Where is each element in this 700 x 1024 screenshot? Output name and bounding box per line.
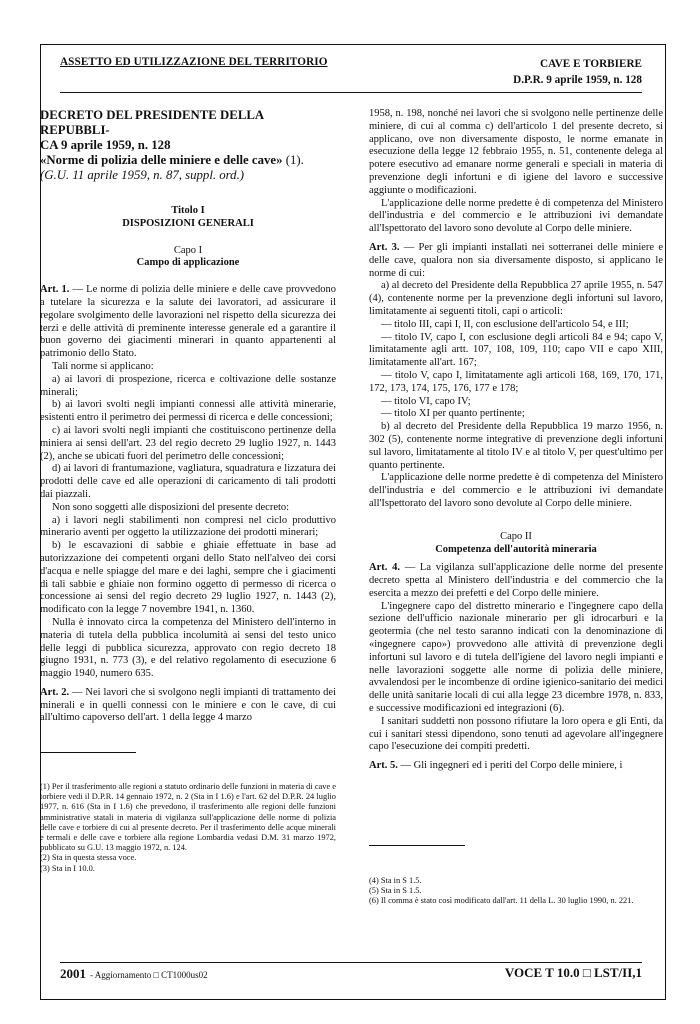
footnotes-left <box>40 782 336 874</box>
article-4: Art. 4. — La vigilanza sull'applicazione delle norme del presente decreto spetta al Ministero dell'industria e del commercio che la esercita a mezzo dei prefetti e del Corpo delle miniere. <box>369 562 663 599</box>
paragraph: d) ai lavori di frantumazione, vagliatura, squadratura e lizzatura dei prodotti delle cave ed alle operazioni di caricamento di tali prodotti dai piazzali. <box>40 463 336 500</box>
paragraph: — titolo XI per quanto pertinente; <box>381 408 525 420</box>
voce-code: VOCE T 10.0 □ LST/II,1 <box>504 965 642 980</box>
paragraph: L'ingegnere capo del distretto minerario e l'ingegnere capo della sezione dell'ufficio nazionale minerario per gli idrocarburi e la geotermia (che nel testo saranno indicati con la denominazione di «ingegnere capo») provvedono alle attività di prevenzione degli infortuni sul lavoro e di tutela dell'igiene del lavoro negli impianti e nelle lavorazioni soggette alle norme di polizia delle miniere, avvalendosi per le incombenze di ordine igienico-sanitario dei medici delle unità sanitarie locali di cui alla legge 23 dicembre 1978, n. 833, e successive modificazioni ed integrazioni (6). <box>369 600 663 715</box>
paragraph: L'applicazione delle norme predette è di competenza del Ministero dell'industria e del commercio e le attribuzioni ivi demandate all'Ispettorato del lavoro sono devolute al Corpo delle miniere. <box>369 197 663 235</box>
article-1: Art. 1. — Le norme di polizia delle miniere e delle cave provvedono a tutelare la sicurezza e la salute dei lavoratori, ad assicurare il regolare svolgimento delle lavorazioni nel rispetto della sicurezza dei terzi e delle attività di preminente interesse generale ed a garantire il buon governo dei giacimenti minerari in quanto appartenenti al patrimonio dello Stato. <box>40 284 336 360</box>
paragraph: a) ai lavori di prospezione, ricerca e coltivazione delle sostanze minerali; <box>40 373 336 398</box>
decree-title-line2: CA 9 aprile 1959, n. 128 <box>40 138 171 152</box>
capo-title: Campo di applicazione <box>136 257 240 269</box>
header-topic: CAVE E TORBIERE <box>540 58 642 70</box>
paragraph: c) ai lavori svolti negli impianti che costituiscono pertinenze della miniera ai sensi dell'art. 23 del regio decreto 29 luglio 1927, n. 1443 (2), anche se ubicati fuori del perimetro delle concessioni; <box>40 424 336 462</box>
paragraph: — titolo VI, capo IV; <box>381 395 471 407</box>
paragraph: b) le escavazioni di sabbie e ghiaie effettuate in base ad autorizzazione dei competenti organi dello Stato nell'alveo dei corsi d'acqua e nelle spiagge del mare e dei laghi, sempre che i giacimenti di tali sabbie e ghiaie non formino oggetto di permesso di ricerca o concessione ai sensi del regio decreto 29 luglio 1927, n. 1443 (2), modificato con la legge 7 novembre 1941, n. 1360. <box>40 540 336 616</box>
footnote-4: (4) Sta in S 1.5. <box>369 876 422 885</box>
decree-title-line1: DECRETO DEL PRESIDENTE DELLA REPUBBLI- <box>40 108 264 137</box>
update-code: - Aggiornamento □ CT1000us02 <box>90 970 208 980</box>
decree-subtitle: «Norme di polizia delle miniere e delle cave» (1). <box>40 153 304 167</box>
footnote-3: (3) Sta in I 10.0. <box>40 863 95 873</box>
article-5: Art. 5. — Gli ingegneri ed i periti del Corpo delle miniere, i <box>369 760 623 772</box>
paragraph: Tali norme si applicano: <box>52 360 154 372</box>
footnote-ref-1: (1). <box>285 153 304 167</box>
header-doc-ref <box>513 56 642 88</box>
paragraph: Nulla è innovato circa la competenza del Ministero dell'interno in materia di tutela della pubblica incolumità ai sensi del testo unico delle leggi di pubblica sicurezza, approvato con regio decreto 18 giugno 1931, n. 773 (3), e del relativo regolamento di esecuzione 6 maggio 1940, numero 635. <box>40 616 336 680</box>
page-number: 2001 <box>60 966 86 981</box>
footnote-1: (1) Per il trasferimento alle regioni a statuto ordinario delle funzioni in materia di cave e torbiere vedi il D.P.R. 14 gennaio 1972, n. 2 (Sta in I 1.6) e l'art. 62 del D.P.R. 24 luglio 1977, n. 616 (Sta in I 1.6) che prevedono, il trasferimento alle regioni delle funzioni amministrative statali in materia di vigilanza sull'applicazione delle norme di polizia delle cave e torbiere di cui al presente decreto. Per il trasferimento delle acque minerali e termali e delle cave e torbiere alla regione Lombardia vedasi D.M. 31 marzo 1972, pubblicato su G.U. 13 maggio 1972, n. 124. <box>40 782 336 853</box>
paragraph: Non sono soggetti alle disposizioni del presente decreto: <box>52 501 290 513</box>
article-3: Art. 3. — Per gli impianti installati nei sotterranei delle miniere e delle cave, qualora non sia diversamente disposto, si applicano le norme di cui: <box>369 241 663 279</box>
footnotes-right <box>369 876 663 907</box>
gazette-reference: (G.U. 11 aprile 1959, n. 87, suppl. ord.) <box>40 168 245 182</box>
titolo-heading: Titolo I <box>171 205 205 216</box>
titolo-name: DISPOSIZIONI GENERALI <box>122 217 254 229</box>
paragraph: b) ai lavori svolti negli impianti connessi alle attività minerarie, esistenti entro il perimetro dei permessi di ricerca e delle concessioni; <box>40 399 336 424</box>
left-column <box>40 108 336 725</box>
footnote-rule-left <box>40 752 136 753</box>
article-2: Art. 2. — Nei lavori che si svolgono negli impianti di trattamento dei minerali e in quelli connessi con le miniere e con le cave, di cui all'ultimo capoverso dell'art. 1 della legge 4 marzo <box>40 686 336 724</box>
capo-title: Competenza dell'autorità mineraria <box>435 543 597 555</box>
running-header <box>60 52 642 93</box>
paragraph: a) i lavori negli stabilimenti non compresi nel ciclo produttivo minerario aventi per oggetto la utilizzazione dei prodotti minerari; <box>40 514 336 539</box>
footnote-5: (5) Sta in S 1.5. <box>369 886 422 896</box>
paragraph: — titolo V, capo I, limitatamente agli articoli 168, 169, 170, 171, 172, 173, 174, 175, 176, 177 e 178; <box>369 369 663 394</box>
paragraph: 1958, n. 198, nonché nei lavori che si svolgono nelle pertinenze delle miniere, di cui al comma c) dell'articolo 1 del presente decreto, si applicano, ove non diversamente disposto, le norme emanate in esecuzione della legge 12 febbraio 1955, n. 51, contenente delega al potere esecutivo ad emanare norme generali e speciali in materia di prevenzione degli infortuni e di igiene del lavoro e successive aggiunte o modificazioni. <box>369 108 663 196</box>
footer-left <box>60 966 208 982</box>
paragraph: a) al decreto del Presidente della Repubblica 27 aprile 1955, n. 547 (4), contenente norme per la prevenzione degli infortuni sul lavoro, limitatamente ai seguenti titoli, capi o articoli: <box>369 280 663 317</box>
header-section-title: ASSETTO ED UTILIZZAZIONE DEL TERRITORIO <box>60 56 328 68</box>
footnote-rule-right <box>369 845 465 846</box>
footnote-2: (2) Sta in questa stessa voce. <box>40 853 137 863</box>
paragraph: — titolo IV, capo I, con esclusione degli articoli 84 e 94; capo V, limitatamente agli artt. 107, 108, 109, 110; capo VII e capo XIII, limitatamente all'art. 167; <box>369 331 663 369</box>
header-decree: D.P.R. 9 aprile 1959, n. 128 <box>513 74 642 86</box>
paragraph: — titolo III, capi I, II, con esclusione dell'articolo 54, e III; <box>381 318 629 330</box>
paragraph: L'applicazione delle norme predette è di competenza del Ministero dell'industria e del commercio e le attribuzioni ivi demandate all'Ispettorato del lavoro sono devolute al Corpo delle miniere. <box>369 472 663 509</box>
paragraph: I sanitari suddetti non possono rifiutare la loro opera e gli Enti, da cui i sanitari stessi dipendono, sono tenuti ad agevolare all'ingegnere capo l'esecuzione dei compiti predetti. <box>369 715 663 753</box>
capo-heading: Capo II <box>500 530 532 542</box>
footnote-6: (6) Il comma è stato così modificato dall'art. 11 della L. 30 luglio 1990, n. 221. <box>369 896 634 906</box>
capo-heading: Capo I <box>173 244 203 256</box>
page-footer <box>60 962 642 985</box>
paragraph: b) al decreto del Presidente della Repubblica 19 marzo 1956, n. 302 (5), contenente norme integrative di prevenzione degli infortuni sul lavoro, limitatamente al titolo IV e al titolo V, per quest'ultimo per quanto pertinente. <box>369 421 663 471</box>
right-column <box>369 108 663 773</box>
